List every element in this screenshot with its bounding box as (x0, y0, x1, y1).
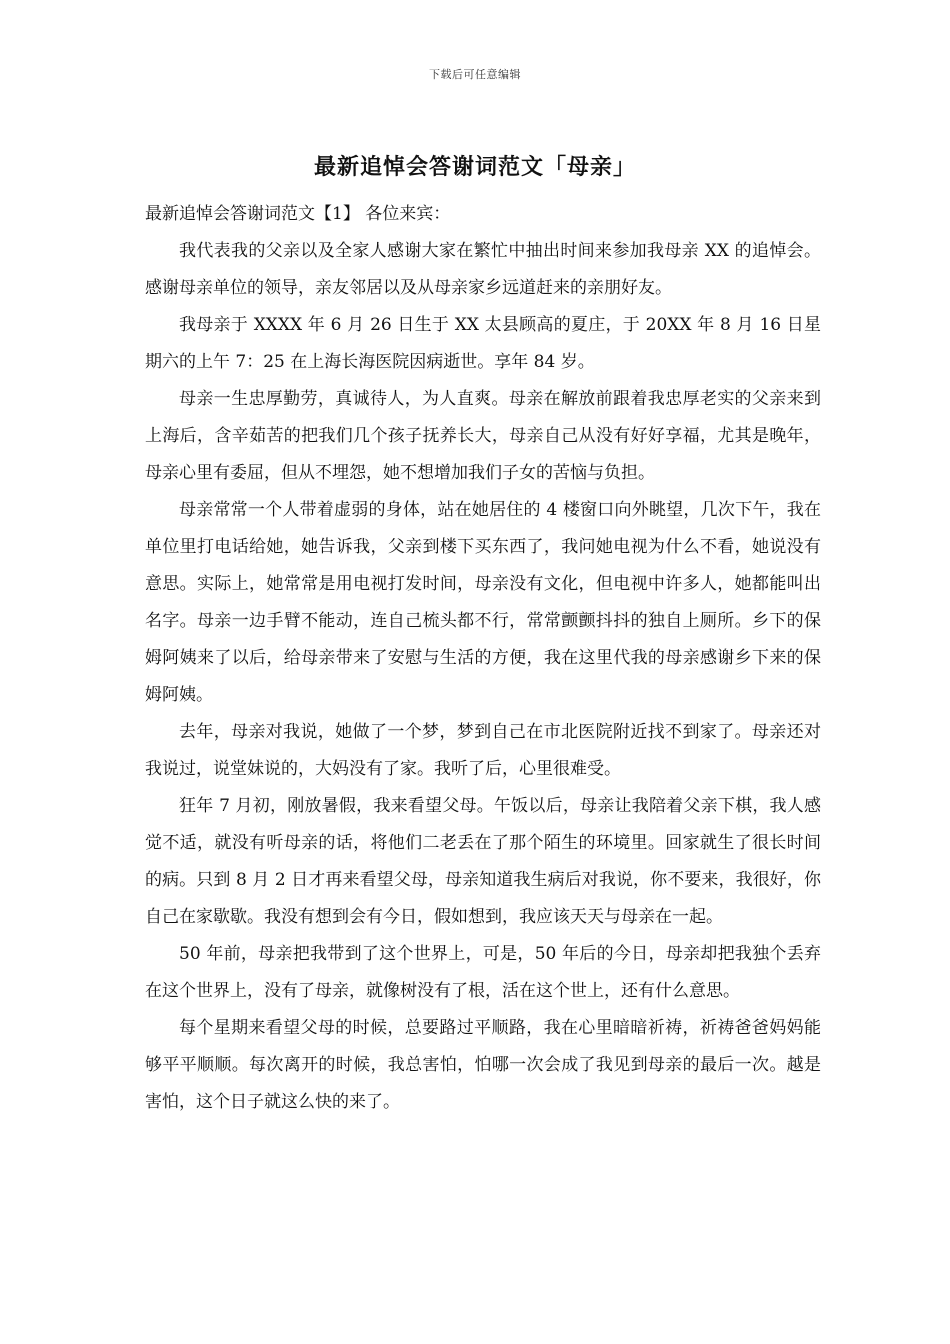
paragraph-6: 狂年 7 月初，刚放暑假，我来看望父母。午饭以后，母亲让我陪着父亲下棋，我人感觉不适，就没有听母亲的话，将他们二老丢在了那个陌生的环境里。回家就生了很长时间的病。只到 8 月 2 日才再来看望父母，母亲知道我生病后对我说，你不要来，我很好，你自己在家歇歇。我没有想到会有今日，假如想到，我应该天天与母亲在一起。 (145, 796, 821, 927)
paragraph-4: 母亲常常一个人带着虚弱的身体，站在她居住的 4 楼窗口向外眺望，几次下午，我在单位里打电话给她，她告诉我，父亲到楼下买东西了，我问她电视为什么不看，她说没有意思。实际上，她常常是用电视打发时间，母亲没有文化，但电视中许多人，她都能叫出名字。母亲一边手臂不能动，连自己梳头都不行，常常颤颤抖抖的独自上厕所。乡下的保姆阿姨来了以后，给母亲带来了安慰与生活的方便，我在这里代我的母亲感谢乡下来的保姆阿姨。 (145, 500, 821, 705)
paragraph-1: 我代表我的父亲以及全家人感谢大家在繁忙中抽出时间来参加我母亲 XX 的追悼会。感谢母亲单位的领导，亲友邻居以及从母亲家乡远道赶来的亲朋好友。 (145, 241, 821, 298)
document-title: 最新追悼会答谢词范文「母亲」 (313, 154, 636, 180)
paragraph-2: 我母亲于 XXXX 年 6 月 26 日生于 XX 太县顾高的夏庄，于 20XX 年 8 月 16 日星期六的上午 7：25 在上海长海医院因病逝世。享年 84 岁。 (145, 315, 821, 372)
intro-line: 最新追悼会答谢词范文【1】 各位来宾： (145, 204, 451, 224)
page-header-note: 下载后可任意编辑 (429, 68, 521, 81)
paragraph-8: 每个星期来看望父母的时候，总要路过平顺路，我在心里暗暗祈祷，祈祷爸爸妈妈能够平平顺顺。每次离开的时候，我总害怕，怕哪一次会成了我见到母亲的最后一次。越是害怕，这个日子就这么快的来了。 (145, 1018, 821, 1112)
paragraph-7: 50 年前，母亲把我带到了这个世界上，可是，50 年后的今日，母亲却把我独个丢弃在这个世界上，没有了母亲，就像树没有了根，活在这个世上，还有什么意思。 (145, 944, 821, 1001)
paragraph-3: 母亲一生忠厚勤劳，真诚待人，为人直爽。母亲在解放前跟着我忠厚老实的父亲来到上海后，含辛茹苦的把我们几个孩子抚养长大，母亲自己从没有好好享福，尤其是晚年，母亲心里有委屈，但从不埋怨，她不想增加我们子女的苦恼与负担。 (145, 389, 821, 483)
document-body (145, 196, 821, 1121)
paragraph-5: 去年，母亲对我说，她做了一个梦，梦到自己在市北医院附近找不到家了。母亲还对我说过，说堂妹说的，大妈没有了家。我听了后，心里很难受。 (145, 722, 821, 779)
